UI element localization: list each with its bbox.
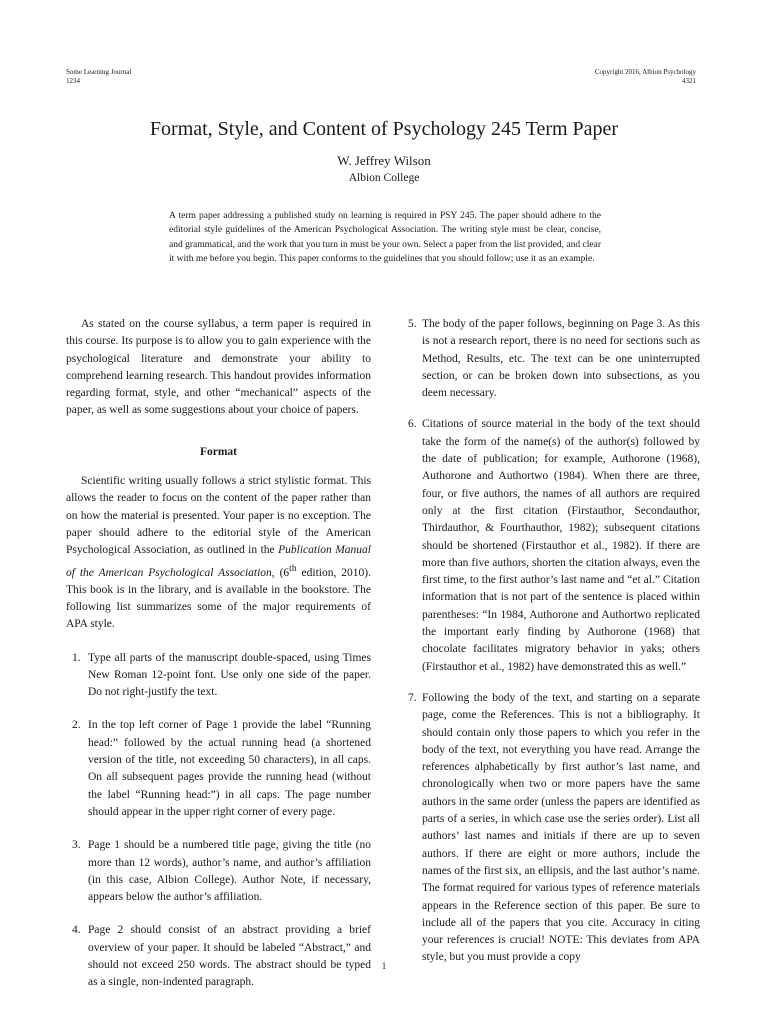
list-item-number: 1.	[72, 651, 81, 664]
format-text-after: edition, 2010). This book is in the library, and is available in the bookstore. The following list summarizes some of the major requirements of APA style.	[66, 566, 371, 631]
page-number: 1	[381, 961, 387, 971]
list-item	[400, 690, 700, 967]
format-text-before: Scientific writing usually follows a strict stylistic format. This allows the reader to focus on the content of the paper rather than on how the material is presented. Your paper is no exception. The paper should adhere to the editorial style of the American Psychological Association, as outlined in the	[66, 475, 371, 557]
list-item-number: 2.	[72, 719, 81, 732]
list-item	[66, 922, 371, 991]
requirements-list-right	[400, 316, 700, 967]
list-item-text: Page 1 should be a numbered title page, giving the title (no more than 12 words), author’s name, and author’s affiliation (in this case, Albion College). Author Note, if necessary, appears below the author’s affiliation.	[88, 839, 371, 904]
list-item-text: The body of the paper follows, beginning on Page 3. As this is not a research report, there is no need for sections such as Method, Results, etc. The text can be one uninterrupted section, or can be broken down into subsections, as you deem necessary.	[422, 318, 700, 400]
running-header-left	[66, 68, 131, 86]
copyright-notice: Copyright 2016, Albion Psychology	[594, 68, 696, 76]
publication-manual-title: Publication Manual of the American Psychological Association	[66, 544, 372, 579]
list-item	[66, 650, 371, 702]
abstract: A term paper addressing a published study on learning is required in PSY 245. The paper should adhere to the editorial style guidelines of the American Psychological Association. The writing style must be clear, concise, and grammatical, and the work that you turn in must be your own. Select a paper from the list provided, and clear it with me before you begin. This paper conforms to the guidelines that you should follow; use it as an example.	[169, 211, 601, 265]
journal-number: 1234	[66, 77, 80, 85]
right-column	[400, 316, 700, 967]
list-item	[400, 416, 700, 675]
list-item-text: Citations of source material in the body of the text should take the form of the name(s) of the author(s) followed by the date of publication; for example, Authorone (1968), Authorone and Authortwo (1984). When there are three, four, or five authors, the names of all authors are required only at the first citation (Firstauthor, Secondauthor, Thirdauthor, & Fourthauthor, 1982); subsequent citations should be shortened (Firstauthor et al., 1982). If there are more than five authors, shorten the citation always, even the first time, to the first author’s last name and “et al.” Citation information that is not part of the sentence is placed within parentheses: “In 1984, Authorone and Authortwo replicated the important early finding by Authorone (1968) that chocolate facilitates migratory behavior in yaks; others (Firstauthor et al., 1982) have demonstrated this as well.”	[422, 418, 700, 673]
list-item-text: In the top left corner of Page 1 provide the label “Running head:” followed by the actual running head (a shortened version of the title, not exceeding 50 characters), in all caps. On all subsequent pages provide the running head (without the label “Running head:”) in all caps. The page number should appear in the upper right corner of every page.	[88, 719, 371, 818]
paper-title: Format, Style, and Content of Psychology 245 Term Paper	[149, 118, 619, 140]
format-paragraph	[66, 473, 371, 634]
list-item	[66, 837, 371, 906]
list-item-text: Following the body of the text, and starting on a separate page, come the References. This is not a bibliography. It should contain only those papers to which you refer in the body of the text, not everything you have read. Arrange the references alphabetically by first author’s last name, and chronologically when two or more papers have the same authors in the same order (unless the papers are identified as parts of a series, in which case use the series order). List all authors’ last names and initials if there are up to seven authors. If there are eight or more authors, include the names of the first six, an ellipsis, and the last author’s name. The format required for various types of reference materials appears in the Reference section of this paper. Be sure to include all of the papers that you cite. Accuracy in citing your references is crucial! NOTE: This deviates from APA style, but you must provide a copy	[422, 691, 700, 964]
intro-paragraph: As stated on the course syllabus, a term paper is required in this course. Its purpose is to allow you to gain experience with the psychological literature and demonstrate your ability to comprehend learning research. This handout provides information regarding format, style, and other “mechanical” aspects of the paper, as well as some suggestions about your choice of papers.	[66, 318, 371, 417]
list-item	[66, 717, 371, 821]
copyright-number: 4321	[682, 77, 696, 85]
requirements-list-left	[66, 650, 371, 992]
list-item-text: Type all parts of the manuscript double-spaced, using Times New Roman 12-point font. Use only one side of the paper. Do not right-justify the text.	[88, 651, 371, 699]
section-heading-format: Format	[199, 445, 238, 458]
format-edition-superscript: th	[289, 562, 297, 574]
list-item-number: 3.	[72, 839, 81, 852]
list-item-number: 4.	[72, 924, 81, 937]
list-item-number: 5.	[408, 318, 417, 330]
list-item-number: 6.	[408, 418, 417, 431]
list-item-number: 7.	[408, 691, 417, 704]
list-item-text: Page 2 should consist of an abstract providing a brief overview of your paper. It should be labeled “Abstract,” and should not exceed 250 words. The abstract should be typed as a single, non-indented paragraph.	[88, 924, 371, 989]
left-column	[66, 316, 371, 992]
author-affiliation: Albion College	[348, 172, 420, 184]
running-header-right	[595, 68, 696, 86]
journal-name: Some Learning Journal	[66, 68, 132, 76]
format-edition-prefix: , (6	[271, 566, 290, 579]
list-item	[400, 316, 700, 402]
author-name: W. Jeffrey Wilson	[337, 153, 431, 168]
